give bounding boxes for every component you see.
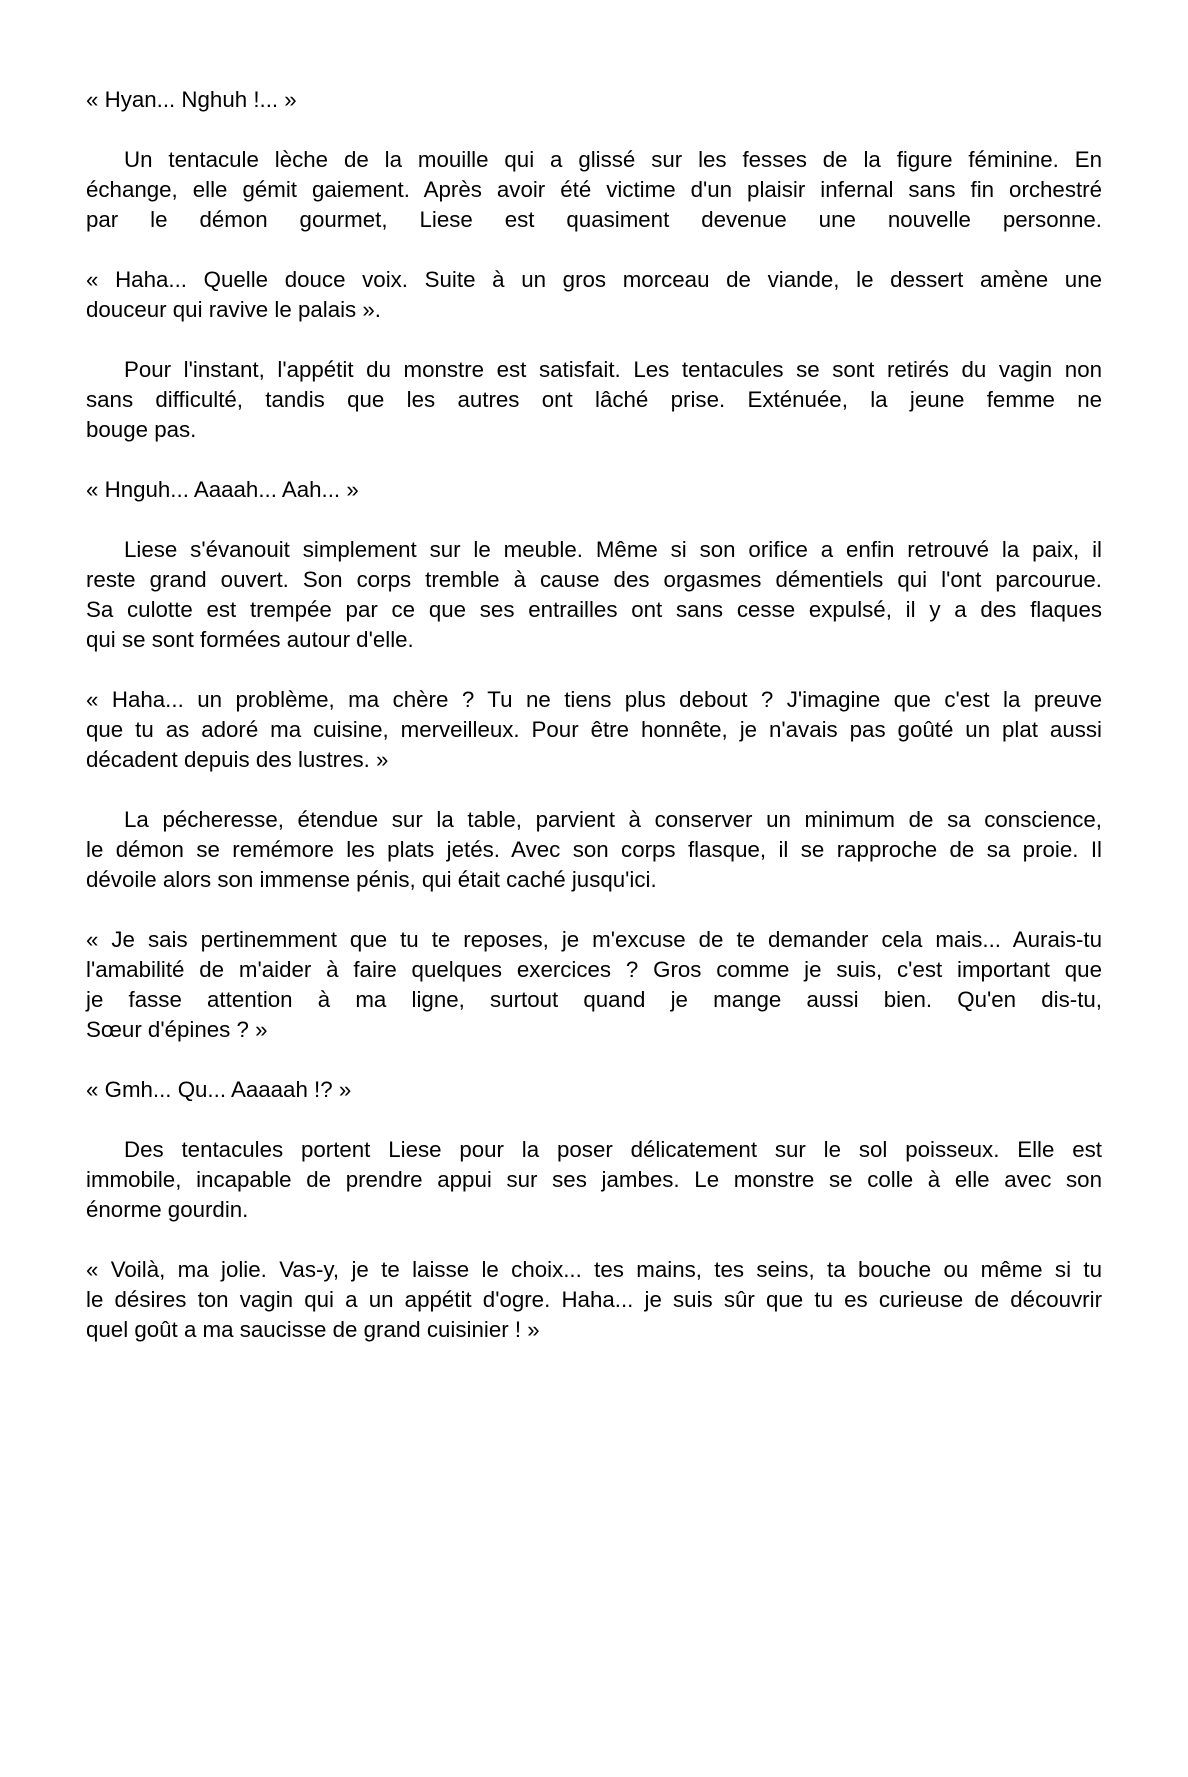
text-line: le démon se remémore les plats jetés. Avec son corps flasque, il se rapproche de sa proie. Il: [86, 837, 1102, 862]
text-line: sans difficulté, tandis que les autres ont lâché prise. Exténuée, la jeune femme ne: [86, 387, 1102, 412]
narration-paragraph: [86, 535, 1102, 655]
text-line: La pécheresse, étendue sur la table, parvient à conserver un minimum de sa conscience,: [124, 807, 1102, 832]
text-line: qui se sont formées autour d'elle.: [86, 627, 414, 652]
text-line: quel goût a ma saucisse de grand cuisinier ! »: [86, 1317, 540, 1342]
text-line: Des tentacules portent Liese pour la poser délicatement sur le sol poisseux. Elle est: [124, 1137, 1102, 1162]
narration-paragraph: [86, 1135, 1102, 1225]
text-line: « Haha... un problème, ma chère ? Tu ne tiens plus debout ? J'imagine que c'est la preuve: [86, 687, 1102, 712]
text-line: dévoile alors son immense pénis, qui était caché jusqu'ici.: [86, 867, 657, 892]
text-line: « Hnguh... Aaaah... Aah... »: [86, 477, 359, 502]
text-line: « Voilà, ma jolie. Vas-y, je te laisse le choix... tes mains, tes seins, ta bouche ou même si tu: [86, 1257, 1102, 1282]
text-line: énorme gourdin.: [86, 1197, 249, 1222]
text-line: Liese s'évanouit simplement sur le meuble. Même si son orifice a enfin retrouvé la paix, il: [124, 537, 1102, 562]
text-line: « Gmh... Qu... Aaaaah !? »: [86, 1077, 352, 1102]
text-line: je fasse attention à ma ligne, surtout quand je mange aussi bien. Qu'en dis-tu,: [86, 987, 1102, 1012]
dialogue-paragraph: [86, 925, 1102, 1045]
text-line: Sœur d'épines ? »: [86, 1017, 268, 1042]
text-line: Un tentacule lèche de la mouille qui a glissé sur les fesses de la figure féminine. En: [124, 147, 1102, 172]
text-line: le désires ton vagin qui a un appétit d'ogre. Haha... je suis sûr que tu es curieuse de découvrir: [86, 1287, 1102, 1312]
text-line: par le démon gourmet, Liese est quasiment devenue une nouvelle personne.: [86, 207, 1102, 232]
text-line: reste grand ouvert. Son corps tremble à cause des orgasmes démentiels qui l'ont parcourue.: [86, 567, 1102, 592]
dialogue-paragraph: [86, 475, 1102, 505]
text-line: immobile, incapable de prendre appui sur ses jambes. Le monstre se colle à elle avec son: [86, 1167, 1102, 1192]
dialogue-paragraph: [86, 685, 1102, 775]
text-line: Sa culotte est trempée par ce que ses entrailles ont sans cesse expulsé, il y a des flaques: [86, 597, 1102, 622]
text-line: « Je sais pertinemment que tu te reposes, je m'excuse de te demander cela mais... Aurais-tu: [86, 927, 1102, 952]
dialogue-paragraph: [86, 85, 1102, 115]
dialogue-paragraph: [86, 1075, 1102, 1105]
text-line: « Hyan... Nghuh !... »: [86, 87, 297, 112]
text-line: l'amabilité de m'aider à faire quelques exercices ? Gros comme je suis, c'est important que: [86, 957, 1102, 982]
text-line: douceur qui ravive le palais ».: [86, 297, 381, 322]
text-line: « Haha... Quelle douce voix. Suite à un gros morceau de viande, le dessert amène une: [86, 267, 1102, 292]
narration-paragraph: [86, 805, 1102, 895]
text-line: échange, elle gémit gaiement. Après avoir été victime d'un plaisir infernal sans fin orchestré: [86, 177, 1102, 202]
dialogue-paragraph: [86, 265, 1102, 325]
narration-paragraph: [86, 145, 1102, 235]
text-line: Pour l'instant, l'appétit du monstre est satisfait. Les tentacules se sont retirés du vagin non: [124, 357, 1102, 382]
text-line: décadent depuis des lustres. »: [86, 747, 389, 772]
text-line: que tu as adoré ma cuisine, merveilleux. Pour être honnête, je n'avais pas goûté un plat aussi: [86, 717, 1102, 742]
dialogue-paragraph: [86, 1255, 1102, 1345]
text-line: bouge pas.: [86, 417, 197, 442]
text-content: [86, 85, 1102, 1345]
narration-paragraph: [86, 355, 1102, 445]
